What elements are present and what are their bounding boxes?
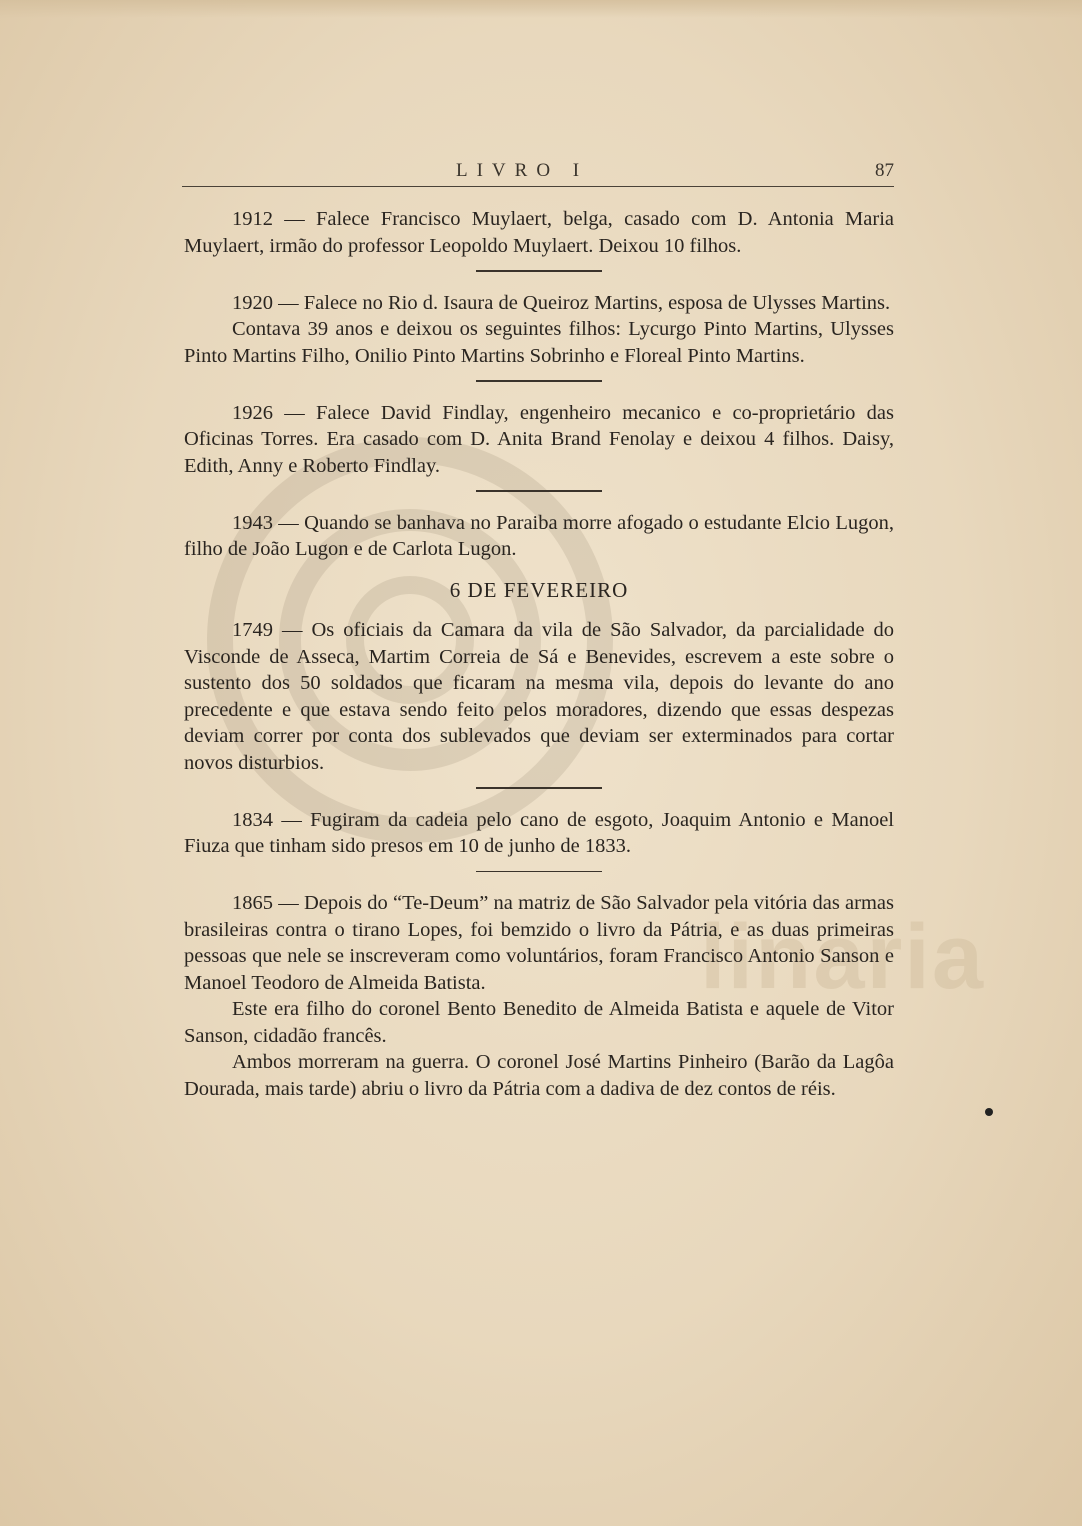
chronology-entry (184, 890, 894, 1102)
chronology-entry (184, 290, 894, 370)
header-rule (182, 186, 894, 187)
entry-separator (476, 787, 602, 789)
page-number: 87 (875, 160, 894, 181)
entry-paragraph: 1749 — Os oficiais da Camara da vila de São Salvador, da parcialidade do Visconde de Asseca, Martim Correia de Sá e Benevides, escrevem a este sobre o sustento dos 50 soldados que ficaram na mesma vila, depois do levante do ano precedente e que estava sendo feito pelos moradores, dizendo que essas despezas deviam correr por conta dos sublevados que deviam ser exterminados para cortar novos disturbios. (184, 619, 894, 774)
section-title: 6 DE FEVEREIRO (449, 577, 629, 602)
entry-paragraph: 1943 — Quando se banhava no Paraiba morre afogado o estudante Elcio Lugon, filho de João Lugon e de Carlota Lugon. (184, 511, 894, 560)
watermark-text: linaria (700, 906, 986, 1008)
entries-after (184, 617, 894, 1102)
entry-separator (476, 270, 602, 272)
running-head: LIVRO I (456, 160, 589, 181)
entry-paragraph: Este era filho do coronel Bento Benedito de Almeida Batista e aquele de Vitor Sanson, cidadão francês. (184, 998, 894, 1047)
entry-paragraph: 1920 — Falece no Rio d. Isaura de Queiroz Martins, esposa de Ulysses Martins. (232, 291, 891, 314)
entry-paragraph: 1865 — Depois do “Te-Deum” na matriz de São Salvador pela vitória das armas brasileiras contra o tirano Lopes, foi bemzido o livro da Pátria, e as duas primeiras pessoas que nele se inscreveram como voluntários, foram Francisco Antonio Sanson e Manoel Teodoro de Almeida Batista. (184, 892, 894, 994)
entry-separator (476, 380, 602, 382)
ink-speck (985, 1108, 993, 1116)
chronology-entry (184, 617, 894, 776)
entry-paragraph: 1912 — Falece Francisco Muylaert, belga, casado com D. Antonia Maria Muylaert, irmão do professor Leopoldo Muylaert. Deixou 10 filhos. (184, 208, 894, 257)
entry-separator (476, 490, 602, 492)
page-body (184, 206, 894, 1102)
entry-paragraph: 1834 — Fugiram da cadeia pelo cano de esgoto, Joaquim Antonio e Manoel Fiuza que tinham sido presos em 10 de junho de 1833. (184, 808, 894, 857)
entry-separator (476, 871, 602, 873)
entry-paragraph: 1926 — Falece David Findlay, engenheiro mecanico e co-proprietário das Oficinas Torres. Era casado com D. Anita Brand Fenolay e deixou 4 filhos. Daisy, Edith, Anny e Roberto Findlay. (184, 401, 894, 477)
chronology-entry (184, 510, 894, 563)
chronology-entry (184, 807, 894, 860)
chronology-entry (184, 206, 894, 259)
entries-before (184, 206, 894, 563)
chronology-entry (184, 400, 894, 480)
page-edge-shadow (0, 0, 1082, 18)
page-header (182, 160, 894, 188)
entry-paragraph: Ambos morreram na guerra. O coronel José Martins Pinheiro (Barão da Lagôa Dourada, mais tarde) abriu o livro da Pátria com a dadiva de dez contos de réis. (184, 1051, 894, 1100)
entry-paragraph: Contava 39 anos e deixou os seguintes filhos: Lycurgo Pinto Martins, Ulysses Pinto Martins Filho, Onilio Pinto Martins Sobrinho e Floreal Pinto Martins. (184, 318, 894, 367)
